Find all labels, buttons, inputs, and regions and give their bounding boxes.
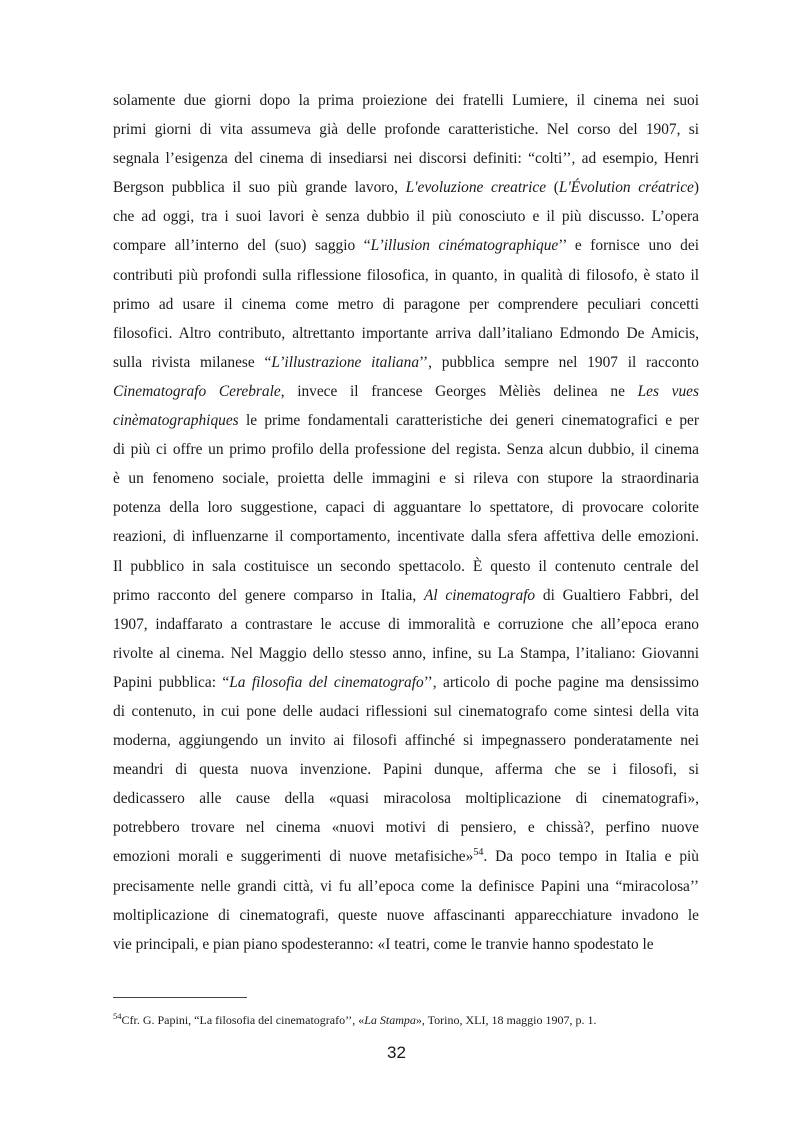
text-segment: ’’, pubblica sempre nel 1907 il racconto	[419, 353, 699, 371]
text-segment: di più ci offre un primo profilo della professione del regista. Senza alcun dubbio, il cinema	[113, 441, 699, 459]
text-line	[113, 173, 699, 202]
footnote-reference: 54	[473, 847, 484, 859]
text-line	[113, 639, 699, 668]
footnote-text-before: Cfr. G. Papini, “La filosofia del cinematografo’’, «	[121, 1013, 365, 1027]
text-segment: Bergson pubblica il suo più grande lavoro,	[113, 179, 406, 197]
text-line	[113, 842, 699, 871]
text-line	[113, 610, 699, 639]
italic-text: L’illustrazione italiana	[271, 353, 420, 371]
text-segment: di Gualtiero Fabbri, del	[535, 586, 699, 604]
italic-text: L'evoluzione creatrice	[405, 179, 547, 197]
text-line	[113, 726, 699, 755]
text-segment: Il pubblico in sala costituisce un secondo spettacolo. È questo il contenuto centrale del	[113, 557, 699, 575]
text-line	[113, 464, 699, 493]
text-segment: primi giorni di vita assumeva già delle profonde caratteristiche. Nel corso del 1907, si	[113, 121, 699, 139]
text-line	[113, 522, 699, 551]
footnote-italic-title: La Stampa	[364, 1013, 416, 1027]
text-segment: filosofici. Altro contributo, altrettanto importante arriva dall’italiano Edmondo De Amicis,	[113, 324, 699, 342]
text-line	[113, 261, 699, 290]
italic-text: Les vues	[637, 382, 699, 400]
footnote-text-after: », Torino, XLI, 18 maggio 1907, p. 1.	[415, 1013, 597, 1027]
text-line	[113, 784, 699, 813]
text-line	[113, 581, 699, 610]
italic-text: cinèmatographiques	[113, 412, 239, 430]
footnote-separator	[113, 997, 247, 998]
footnote	[113, 1012, 699, 1028]
text-line	[113, 319, 699, 348]
text-line	[113, 493, 699, 522]
text-segment: contributi più profondi sulla riflessione filosofica, in quanto, in qualità di filosofo, è stato il	[113, 266, 699, 284]
body-text	[113, 86, 699, 959]
page-number: 32	[387, 1043, 406, 1062]
footnote-number: 54	[113, 1011, 122, 1021]
text-line	[113, 930, 699, 959]
italic-text: Al cinematografo	[423, 586, 536, 604]
text-segment: di contenuto, in cui pone delle audaci riflessioni sul cinematografo come sintesi della vita	[113, 702, 699, 720]
text-segment: sulla rivista milanese “	[113, 353, 272, 371]
text-segment: Papini pubblica: “	[113, 673, 230, 691]
text-line	[113, 755, 699, 784]
text-segment: solamente due giorni dopo la prima proiezione dei fratelli Lumiere, il cinema nei suoi	[113, 92, 699, 109]
text-line	[113, 231, 699, 260]
italic-text: La filosofia del cinematografo	[229, 673, 424, 691]
text-segment: che ad oggi, tra i suoi lavori è senza dubbio il più conosciuto e il più discusso. L’opera	[113, 208, 699, 226]
text-segment: moderna, aggiungendo un invito ai filosofi affinché si impegnassero ponderatamente nei	[113, 732, 699, 750]
text-line	[113, 377, 699, 406]
text-segment: rivolte al cinema. Nel Maggio dello stesso anno, infine, su La Stampa, l’italiano: Giovanni	[113, 644, 699, 662]
text-line	[113, 290, 699, 319]
text-segment: , invece il francese Georges Mèliès delinea ne	[280, 382, 638, 400]
text-line	[113, 552, 699, 581]
italic-text: L’illusion cinématographique	[370, 237, 559, 255]
text-line	[113, 872, 699, 901]
text-line	[113, 144, 699, 173]
text-line	[113, 86, 699, 115]
text-segment: segnala l’esigenza del cinema di insediarsi nei discorsi definiti: “colti’’, ad esempio, Henri	[113, 150, 699, 168]
text-segment: potrebbero trovare nel cinema «nuovi motivi di pensiero, e chissà?, perfino nuove	[113, 819, 699, 837]
text-segment: primo racconto del genere comparso in Italia,	[113, 586, 424, 604]
text-segment: le prime fondamentali caratteristiche dei generi cinematografici e per	[238, 412, 699, 430]
text-segment: ’’, articolo di poche pagine ma densissimo	[423, 673, 699, 691]
text-segment: dedicassero alle cause della «quasi miracolosa moltiplicazione di cinematografi»,	[113, 790, 699, 808]
text-segment: ’’ e fornisce uno dei	[558, 237, 699, 255]
text-segment: emozioni morali e suggerimenti di nuove metafisiche»	[113, 848, 474, 866]
italic-text: L'Évolution créatrice	[558, 179, 694, 197]
text-line	[113, 435, 699, 464]
text-line	[113, 348, 699, 377]
text-line	[113, 202, 699, 231]
text-segment: vie principali, e pian piano spodesteranno: «I teatri, come le tranvie hanno spodestato le	[113, 935, 654, 953]
text-segment: primo ad usare il cinema come metro di paragone per comprendere peculiari concetti	[113, 295, 699, 313]
text-segment: moltiplicazione di cinematografi, queste nuove affascinanti apparecchiature invadono le	[113, 906, 699, 924]
text-line	[113, 813, 699, 842]
italic-text: Cinematografo Cerebrale	[113, 382, 281, 400]
text-segment: reazioni, di influenzarne il comportamento, incentivate dalla sfera affettiva delle emozioni.	[113, 528, 699, 546]
text-line	[113, 697, 699, 726]
text-line	[113, 901, 699, 930]
text-segment: è un fenomeno sociale, proietta delle immagini e si rileva con stupore la straordinaria	[113, 470, 699, 488]
text-segment: 1907, indaffarato a contrastare le accuse di immoralità e corruzione che all’epoca erano	[113, 615, 699, 633]
text-line	[113, 668, 699, 697]
text-segment: precisamente nelle grandi città, vi fu all’epoca come la definisce Papini una “miracolosa’’	[113, 877, 699, 895]
text-segment: )	[693, 179, 699, 197]
text-segment: . Da poco tempo in Italia e più	[483, 848, 700, 866]
text-line	[113, 406, 699, 435]
text-line	[113, 115, 699, 144]
text-segment: potenza della loro suggestione, capaci di agguantare lo spettatore, di provocare colorite	[113, 499, 699, 517]
text-segment: compare all’interno del (suo) saggio “	[113, 237, 371, 255]
text-segment: (	[546, 179, 559, 197]
text-segment: meandri di questa nuova invenzione. Papini dunque, afferma che se i filosofi, si	[113, 761, 699, 779]
